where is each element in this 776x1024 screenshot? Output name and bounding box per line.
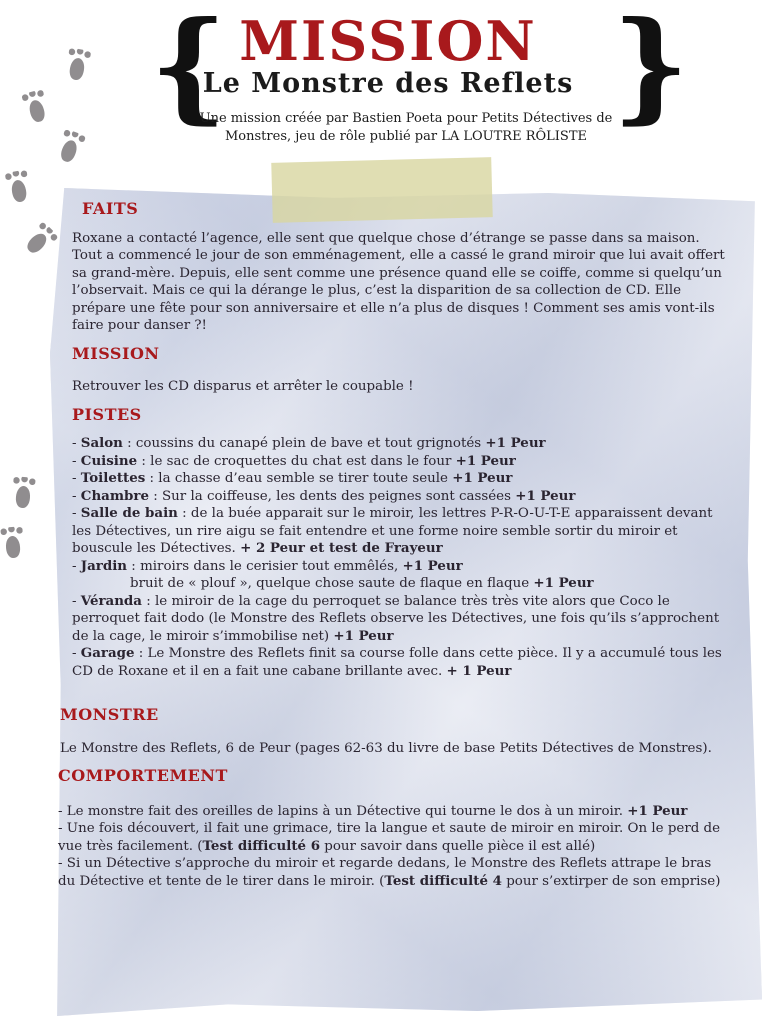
list-item: - Salon : coussins du canapé plein de bave et tout grignotés +1 Peur [72, 435, 546, 451]
faits-text: Roxane a contacté l’agence, elle sent que quelque chose d’étrange se passe dans sa maison. Tout a commencé le jour de son emménagement, elle a cassé le grand miroir que lui avait offert sa grand-mère. Depuis, elle sent comme une présence quand elle se coiffe, comme si quelqu’un l’observait. Mais ce qui la dérange le plus, c’est la disparition de sa collection de CD. Elle prépare une fête pour son anniversaire et elle n’a plus de disques ! Comment ses amis vont-ils faire pour danser ?! [72, 230, 725, 333]
section-pistes [72, 406, 732, 681]
section-heading: FAITS [82, 199, 139, 218]
list-item: - Véranda : le miroir de la cage du perroquet se balance très très vite alors que Coco le perroquet fait dodo (le Monstre des Reflets observe les Détectives, une fois qu’ils s’approchent de la cage, le miroir s’immobilise net) +1 Peur [72, 592, 720, 644]
mission-text: Retrouver les CD disparus et arrêter le coupable ! [72, 379, 414, 394]
section-faits [72, 200, 732, 335]
list-item: - Cuisine : le sac de croquettes du chat est dans le four +1 Peur [72, 452, 516, 469]
section-comportement [58, 767, 732, 890]
right-brace-ornament: } [612, 0, 690, 136]
behaviour-line: - Si un Détective s’approche du miroir et regarde dedans, le Monstre des Reflets attrape le bras du Détective et tente de le tirer dans le miroir. (Test difficulté 4 pour s’extirper de son emprise) [58, 856, 721, 889]
mission-name: Le Monstre des Reflets [202, 68, 574, 99]
paw-print-icon [24, 230, 49, 255]
behaviour-line: - Une fois découvert, il fait une grimace, tire la langue et saute de miroir en miroir. On le perd de vue très facilement. (Test difficulté 6 pour savoir dans quelle pièce il est allé) [58, 821, 721, 854]
list-item: - Jardin : miroirs dans le cerisier tout emmêlés, +1 Peur [72, 557, 463, 574]
section-mission [72, 345, 732, 396]
list-item: - Chambre : Sur la coiffeuse, les dents des peignes sont cassées +1 Peur [72, 487, 576, 504]
page-title: MISSION [239, 9, 537, 73]
section-heading: MISSION [72, 343, 160, 363]
paw-print-icon [10, 179, 28, 203]
list-item: - Garage : Le Monstre des Reflets finit sa course folle dans cette pièce. Il y a accumulé tous les CD de Roxane et il en a fait une cabane brillante avec. + 1 Peur [72, 645, 722, 679]
list-item: bruit de « plouf », quelque chose saute de flaque en flaque +1 Peur [130, 575, 594, 591]
section-heading: MONSTRE [60, 705, 159, 724]
monstre-text: Le Monstre des Reflets, 6 de Peur (pages 62-63 du livre de base Petits Détectives de Monstres). [60, 740, 712, 756]
list-item: - Toilettes : la chasse d’eau semble se tirer toute seule +1 Peur [72, 470, 513, 486]
section-heading: PISTES [72, 404, 142, 424]
paw-print-icon [59, 138, 80, 163]
list-item: - Salle de bain : de la buée apparait sur le miroir, les lettres P-R-O-U-T-E apparaissent devant les Détectives, un rire aigu se fait entendre et une forme noire semble sortir du miroir et bouscule les Détectives. + 2 Peur et test de Frayeur [72, 505, 713, 556]
behaviour-line: - Le monstre fait des oreilles de lapins à un Détective qui tourne le dos à un miroir. +1 Peur [58, 802, 688, 819]
left-brace-ornament: { [150, 0, 228, 136]
mission-content [58, 199, 732, 890]
section-heading: COMPORTEMENT [58, 766, 228, 785]
paw-print-icon [5, 535, 21, 558]
credit-line: Une mission créée par Bastien Poeta pour Petits Détectives de Monstres, jeu de rôle publié par LA LOUTRE RÔLISTE [199, 111, 613, 144]
section-monstre [60, 706, 732, 757]
paw-print-icon [27, 99, 46, 124]
paw-print-icon [15, 485, 31, 508]
